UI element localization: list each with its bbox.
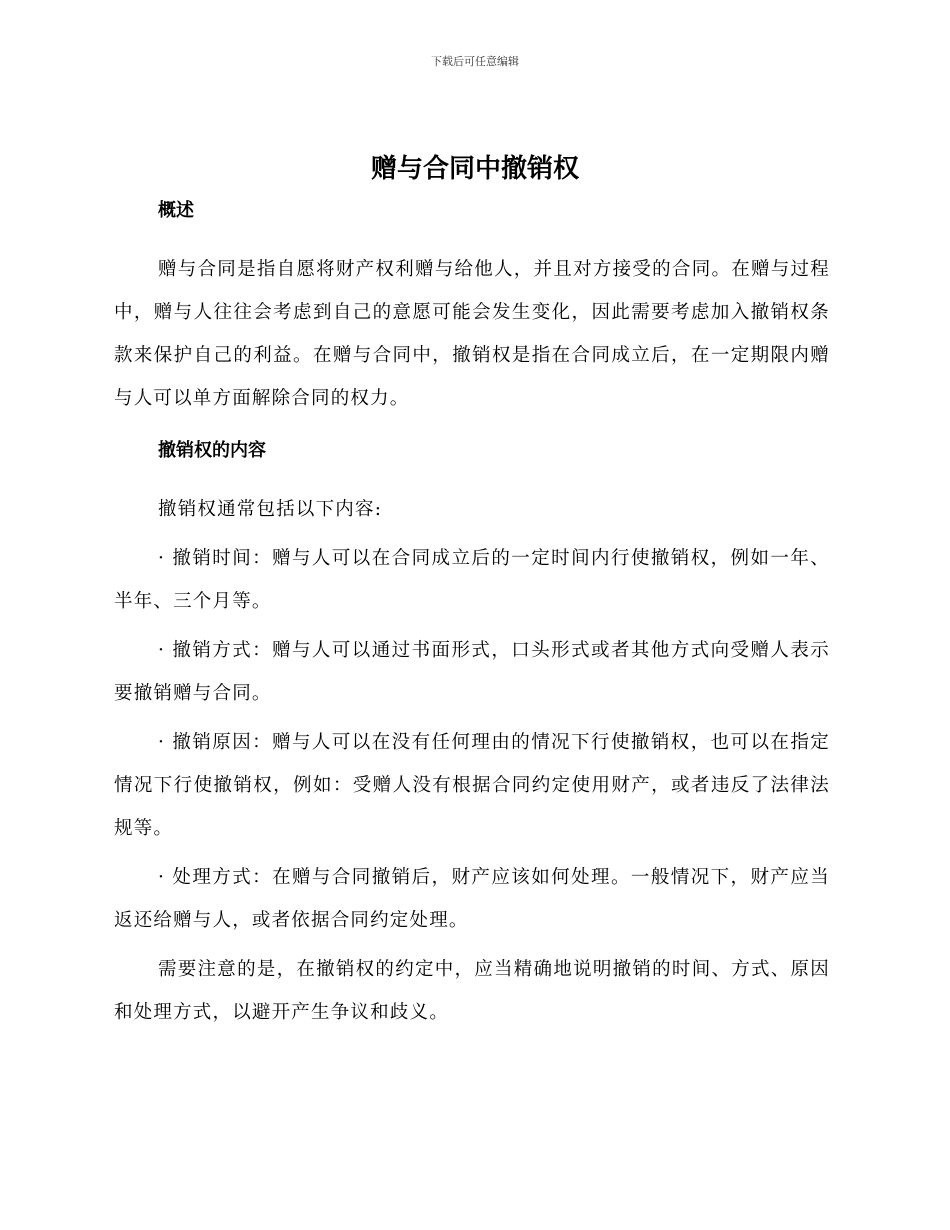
revocation-intro-paragraph: 撤销权通常包括以下内容: — [158, 499, 383, 520]
section-heading-overview: 概述 — [158, 200, 194, 221]
document-title: 赠与合同中撤销权 — [370, 154, 579, 184]
section-heading-revocation-content: 撤销权的内容 — [158, 440, 266, 461]
closing-paragraph: 需要注意的是，在撤销权的约定中，应当精确地说明撤销的时间、方式、原因和处理方式，以避开产生争议和歧义。 — [114, 959, 830, 1023]
document-body — [114, 196, 830, 1034]
overview-paragraph: 赠与合同是指自愿将财产权利赠与给他人，并且对方接受的合同。在赠与过程中，赠与人往往会考虑到自己的意愿可能会发生变化，因此需要考虑加入撤销权条款来保护自己的利益。在赠与合同中，撤销权是指在合同成立后，在一定期限内赠与人可以单方面解除合同的权力。 — [114, 259, 830, 409]
page-header-note: 下载后可任意编辑 — [431, 55, 519, 68]
list-item-handling-method: · 处理方式：在赠与合同撤销后，财产应该如何处理。一般情况下，财产应当返还给赠与人，或者依据合同约定处理。 — [114, 867, 830, 931]
list-item-revocation-reason: · 撤销原因：赠与人可以在没有任何理由的情况下行使撤销权，也可以在指定情况下行使撤销权，例如：受赠人没有根据合同约定使用财产，或者违反了法律法规等。 — [114, 732, 830, 839]
list-item-revocation-time: · 撤销时间：赠与人可以在合同成立后的一定时间内行使撤销权，例如一年、半年、三个月等。 — [114, 548, 830, 612]
list-item-revocation-method: · 撤销方式：赠与人可以通过书面形式，口头形式或者其他方式向受赠人表示要撤销赠与合同。 — [114, 640, 830, 704]
